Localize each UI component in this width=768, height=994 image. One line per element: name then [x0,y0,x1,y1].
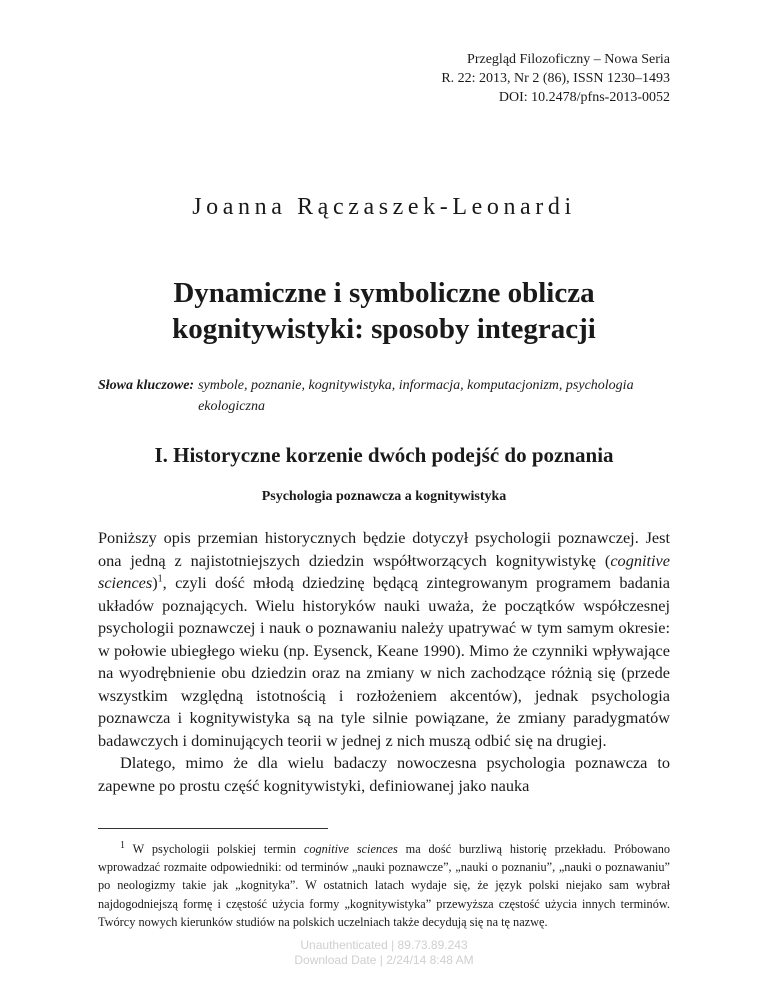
paragraph-1-part-c: , czyli dość młodą dziedzinę będącą zintegrowanym programem badania układów poznających. Wielu historyków nauki uważa, że początków współczesnej psychologii poznawczej i nauk o poznawaniu należy upatrywać w tym samym okresie: w połowie ubiegłego wieku (np. Eysenck, Keane 1990). Mimo że czynniki wpływające na wyodrębnienie obu dziedzin oraz na zmiany w nich zachodzące różnią się (przede wszystkim względną istotnością i rozłożeniem akcentów), jednak psychologia poznawcza i kognitywistyka są na tyle silnie powiązane, że zmiany paradygmatów badawczych i dominujących teorii w jednej z nich muszą odbić się na drugiej. [98,573,670,750]
journal-issue: R. 22: 2013, Nr 2 (86), ISSN 1230–1493 [441,71,670,86]
keywords-label: Słowa kluczowe: [98,378,195,393]
keywords-values: symbole, poznanie, kognitywistyka, informacja, komputacjonizm, psychologia ekologiczna [198,378,634,414]
author-name: Joanna Rączaszek-Leonardi [192,194,576,220]
footnote [98,840,670,931]
footnote-text-a: W psychologii polskiej termin [125,842,304,856]
footnote-reference: 1 [157,573,163,585]
watermark-line-1: Unauthenticated | 89.73.89.243 [300,938,468,952]
journal-header [441,50,670,107]
paragraph-1 [98,527,670,752]
title-line-1: Dynamiczne i symboliczne oblicza [173,277,595,309]
journal-doi: DOI: 10.2478/pfns-2013-0052 [498,90,670,105]
journal-name: Przegląd Filozoficzny – Nowa Seria [467,52,670,67]
body-text [98,527,670,797]
paragraph-1-term: cognitive sciences [98,550,670,592]
footnote-number: 1 [120,839,125,851]
download-watermark [0,938,768,968]
watermark-line-2: Download Date | 2/24/14 8:48 AM [294,953,474,967]
section-heading: I. Historyczne korzenie dwóch podejść do poznania [154,443,614,467]
keywords-block [98,375,678,417]
footnote-text-b: ma dość burzliwą historię przekładu. Próbowano wprowadzać rozmaite odpowiedniki: od terminów „nauki poznawcze”, „nauki o poznaniu”, „nauki o poznawaniu” po neologizmy takie jak „kognityka”. W ostatnich latach wydaje się, że język polski niejako sam wybrał najdogodniejszą formę i częstość użycia formy „kognitywistyka” przewyższa częstość użycia innych terminów. Twórcy nowych kierunków studiów na polskich uczelniach także decydują się na tę nazwę. [98,842,670,929]
footnote-term: cognitive sciences [303,842,398,856]
footnote-divider [98,828,328,829]
subsection-heading: Psychologia poznawcza a kognitywistyka [261,489,507,504]
paragraph-1-part-a: Poniższy opis przemian historycznych będzie dotyczył psychologii poznawczej. Jest ona jedną z najistotniejszych dziedzin współtworzących kognitywistykę ( [98,528,670,570]
article-title [0,275,768,347]
title-line-2: kognitywistyki: sposoby integracji [172,313,596,345]
paragraph-2: Dlatego, mimo że dla wielu badaczy nowoczesna psychologia poznawcza to zapewne po prostu część kognitywistyki, definiowanej jako nauka [98,753,670,795]
paragraph-1-part-b: ) [152,573,158,592]
